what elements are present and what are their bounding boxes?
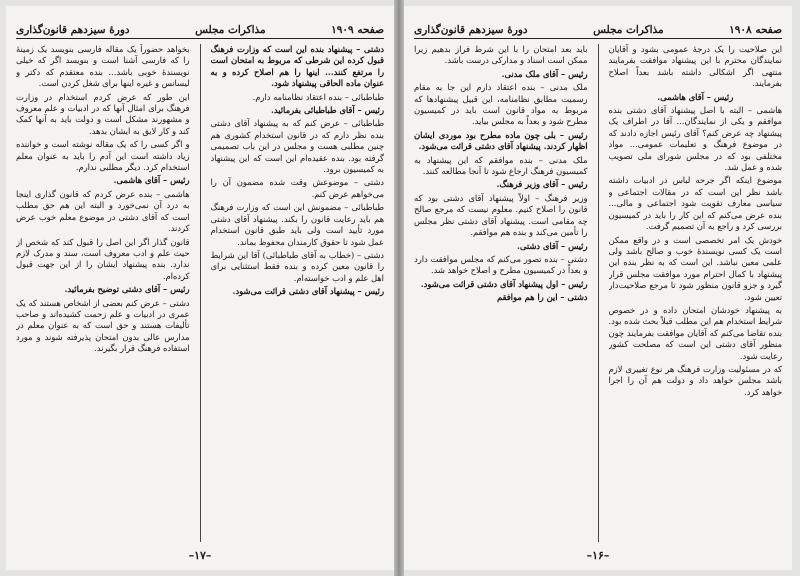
paragraph: رئیس – بلی چون ماده مطرح بود موردی ایشان اظهار کردند. پیشنهاد آقای دشتی قرائت می‌شود.: [414, 129, 588, 152]
paragraph: و اگر کسی را که یک مقاله نوشته است و خواننده زیاد داشته است این آدم را باید به عنوان معلم استخدام کرد. دیگر مطلبی ندارم.: [16, 139, 190, 173]
paragraph: دشتی – پیشنهاد بنده این است که وزارت فرهنگ قبول کرده این شرطی که مربوط به امتحان است را مرتفع کنند... اینها را هم اصلاح کرده و به عنوان ماده الحاقی پیشنهاد شود.: [210, 44, 384, 89]
paragraph: موضوع اینکه اگر جرحه لباس در ادبیات داشته باشد نظر این است که در مقالات اجتماعی و سیاسی معارف تقویت شود اجتماعی و مالی... بنده عرض می‌کنم که این کار را باید در کمیسیون بررسی کرد و راجع به آن تصمیم گرفت.: [608, 175, 782, 232]
paragraph: طباطبائی – بنده اعتقاد نظامنامه دارم.: [252, 91, 384, 102]
paragraph: دشتی – (خطاب به آقای طباطبائی) آقا این شرایط را قانون معین کرده و بنده فقط استثنایی برای اهل علم و ادب خواسته‌ام.: [210, 249, 384, 283]
column-divider: [598, 44, 599, 542]
paragraph: دشتی – موضوعش وقت شده مضمون آن را می‌خواهم عرض کنم.: [210, 177, 384, 199]
paragraph: این صلاحیت را یک درجهٔ عمومی بشود و آقایان نمایندگان محترم با این پیشنهاد موافقت بفرمایند منتهی اگر اشکالی داشته باشد بعداً اصلاح بفرمایند.: [608, 44, 782, 89]
paragraph: رئیس – آقای ملک مدنی.: [501, 68, 588, 79]
paragraph: رئیس – پیشنهاد آقای دشتی قرائت می‌شود.: [232, 286, 384, 297]
paragraph: رئیس – آقای هاشمی.: [657, 91, 734, 102]
paragraph: که در مسئولیت وزارت فرهنگ هر نوع تغییری لازم باشد مجلس خواهد داد و دولت هم آن را اجرا خواهد کرد.: [608, 363, 782, 397]
right-page-header: [414, 14, 782, 36]
left-columns: [16, 44, 384, 542]
paragraph: این طور که عرض کردم استخدام در وزارت فرهنگ برای امثال آنها که در ادبیات و علم معروف و مشهورند مشکل است و دولت باید به آنها کمک کند و کار لایق به ایشان بدهد.: [16, 91, 190, 136]
right-col-left: [414, 44, 588, 542]
left-col-right: [211, 44, 385, 542]
right-header-page-label: صفحه ۱۹۰۸: [729, 24, 782, 36]
paragraph: وزیر فرهنگ – اولاً پیشنهاد آقای دشتی بود که قانون را اصلاح کنیم. معلوم نیست که مرجع صالح چه مقامی است. پیشنهاد آقای دشتی نظر مجلس را تأمین می‌کند و بنده هم موافقم.: [414, 192, 588, 238]
paragraph: رئیس – آقای دشتی توضیح بفرمائید.: [64, 284, 190, 295]
paragraph: باید بعد امتحان را با این شرط فراز بدهیم زیرا ممکن است اسناد و مدارکی درست باشد.: [414, 44, 588, 66]
paragraph: طباطبائی – مضمونش این است که وزارت فرهنگ هم باید رعایت قانون را بکند. پیشنهاد آقای دشتی مورد تأیید است ولی باید طبق قانون استخدام عمل شود تا حقوق کارمندان محفوظ بماند.: [210, 202, 384, 247]
book-gutter: [394, 0, 404, 576]
right-page-number: –۱۶–: [586, 549, 610, 562]
right-page: [404, 6, 792, 570]
paragraph: بخواهد حضوراً یک مقاله فارسی بنویسد یک زمینهٔ را که فارسی آشنا است و بنویسد اگر که خیلی نویسندهٔ خوبی باشد... بنده معتقدم که دکتر و لیسانس و غیره اینها برای شغل کردن است.: [16, 44, 190, 89]
right-columns: [414, 44, 782, 542]
paragraph: هاشمی – بنده عرض کردم که قانون گذاری اینجا به درد آن نمی‌خورد و البته این هم حق مطلب است که آقای دشتی در موضوع معلم خوب عرض کردند.: [16, 188, 190, 234]
left-header-page-label: صفحه ۱۹۰۹: [331, 24, 384, 36]
paragraph: رئیس – آقای طباطبائی بفرمائید.: [270, 105, 384, 116]
right-header-title: مذاکرات مجلس: [593, 24, 664, 36]
left-header-title: مذاکرات مجلس: [195, 24, 266, 36]
left-page-header: [16, 14, 384, 36]
paragraph: دشتی – این را هم موافقم: [496, 292, 588, 303]
right-col-right: [609, 44, 783, 542]
paragraph: به پیشنهاد خودشان امتحان داده و در خصوص شرایط استخدام هم این مطلب قبلاً بحث شده بود. بنده تقاضا می‌کنم که آقایان موافقت بفرمایند چون منظور آقای دشتی این است که مصلحت کشور رعایت شود.: [608, 304, 782, 361]
paragraph: دشتی – عرض کنم بعضی از اشخاص هستند که یک عمری در ادبیات و علم زحمت کشیده‌اند و صاحب تألیفات هستند و حق است که به عنوان معلم در مدارس عالی بدون امتحان پذیرفته شوند و مورد استفاده فرهنگ قرار بگیرند.: [16, 297, 190, 354]
paragraph: ملک مدنی – بنده موافقم که این پیشنهاد به کمیسیون فرهنگ ارجاع شود تا آنجا مطالعه کنند.: [414, 154, 588, 177]
left-header-session: دورهٔ سیزدهم قانون‌گذاری: [16, 24, 130, 36]
left-col-left: [16, 44, 190, 542]
paragraph: طباطبائی – عرض کنم که به پیشنهاد آقای دشتی بنده نظر دارم که در قانون استخدام کشوری هم چنین مطلبی هست و مجلس در این باب تصمیمی گرفته بود. بنده عقیده‌ام این است که این پیشنهاد به کمیسیون برود.: [210, 118, 384, 175]
left-page: [6, 6, 394, 570]
right-header-rule: [414, 38, 782, 39]
paragraph: دشتی – بنده تصور می‌کنم که مجلس موافقت دارد و بعداً در کمیسیون مطرح و اصلاح خواهد شد.: [414, 253, 588, 276]
paragraph: رئیس – آقای دشتی.: [517, 240, 588, 251]
paragraph: خودش یک امر تخصصی است و در واقع ممکن است یک کسی نویسندهٔ خوب و صالح باشد ولی علمی معین نباشد. این است که به نظر بنده این پیشنهاد با کمال احترام مورد موافقت مجلس قرار گیرد و جزو قانون منظور شود تا مرجع صلاحیت‌دار تعیین شود.: [608, 234, 782, 302]
paragraph: قانون گذار اگر این اصل را قبول کند که شخص از حیث علم و ادب معروف است، سند و مدرک لازم ندارد. بنده پیشنهاد ایشان را از این جهت قبول کرده‌ام.: [16, 236, 190, 281]
left-page-number: –۱۷–: [188, 549, 212, 562]
paragraph: رئیس – آقای هاشمی.: [113, 175, 190, 186]
column-divider: [200, 44, 201, 542]
paragraph: ملک مدنی – بنده اعتقاد دارم این جا به مقام رسمیت مطابق نظامنامه، این قبیل پیشنهادها که مربوط به مواد قانون است باید در کمیسیون مطرح شود و بعداً به مجلس بیاید.: [414, 82, 588, 127]
left-header-rule: [16, 38, 384, 39]
right-header-session: دورهٔ سیزدهم قانون‌گذاری: [414, 24, 528, 36]
paragraph: هاشمی – البته با اصل پیشنهاد آقای دشتی بنده موافقم و یکی از نمایندگان... آقا در اطراف یک پیشنهاد چه عرض کنم؟ آقای رئیس اجازه دادند که در موضوع فرهنگ و تعلیمات عمومی... مواد مختلفی بود که در مجلس شورای ملی تصویب شده و عمل شد.: [608, 105, 782, 173]
paragraph: رئیس – آقای وزیر فرهنگ.: [496, 179, 588, 190]
paragraph: رئیس – اول پیشنهاد آقای دشتی قرائت می‌شود.: [420, 278, 588, 289]
